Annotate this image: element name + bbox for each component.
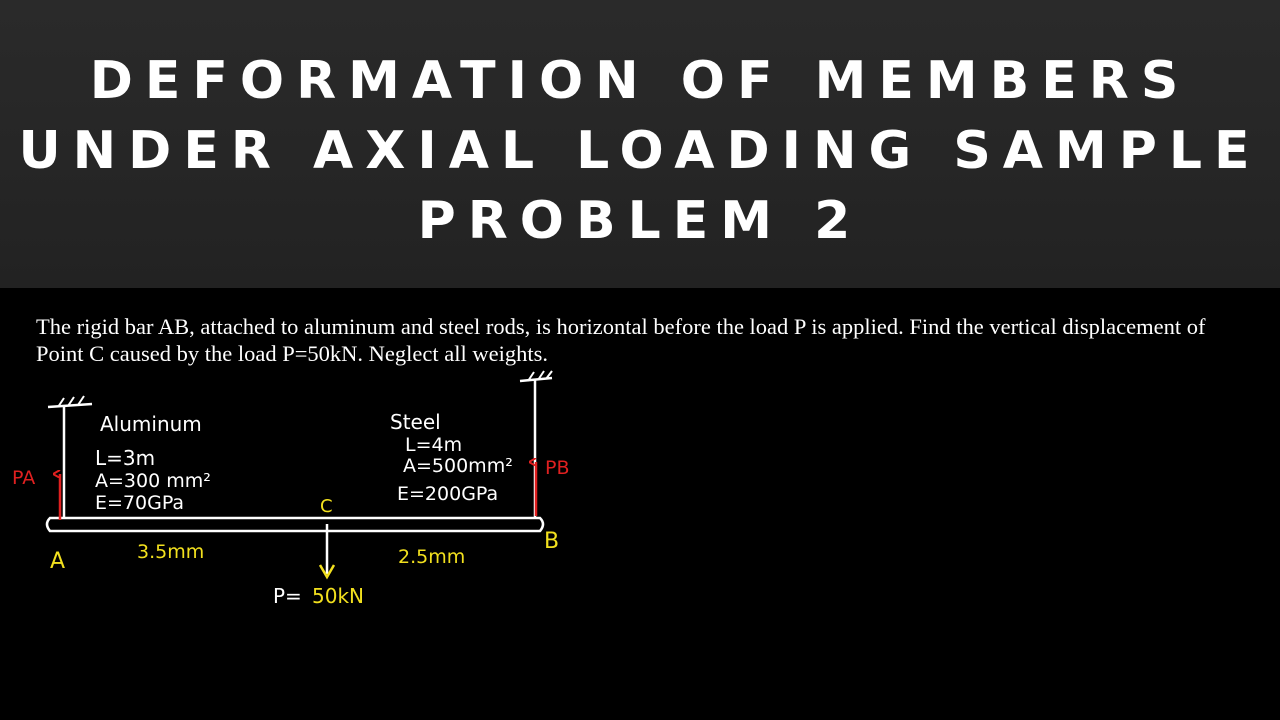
title-line-3: PROBLEM 2 [417, 191, 863, 251]
point-b-label: B [544, 529, 560, 554]
problem-statement: The rigid bar AB, attached to aluminum and steel rods, is horizontal before the load P is applied. Find the vertical displacement of Point C caused by the load P=50kN. Neglect all weights. [36, 314, 1206, 366]
point-c-label: C [320, 496, 333, 517]
aluminum-length: L=3m [95, 446, 156, 470]
title-line-2: UNDER AXIAL LOADING SAMPLE [18, 121, 1262, 181]
load-label-value: 50kN [312, 584, 364, 608]
rigid-bar [47, 518, 543, 531]
load-label-prefix: P= [273, 584, 302, 608]
reaction-label-b: PB [545, 457, 570, 479]
steel-length: L=4m [405, 434, 463, 456]
distance-cb: 2.5mm [398, 546, 466, 568]
aluminum-area: A=300 mm² [95, 470, 211, 492]
steel-area: A=500mm² [403, 455, 513, 477]
distance-ac: 3.5mm [137, 541, 205, 563]
aluminum-modulus: E=70GPa [95, 492, 185, 514]
reaction-label-a: PA [12, 467, 36, 489]
steel-label: Steel [390, 410, 441, 434]
aluminum-label: Aluminum [100, 412, 202, 436]
point-a-label: A [50, 549, 66, 574]
steel-modulus: E=200GPa [397, 483, 499, 505]
right-fixed-support [520, 371, 552, 381]
title-line-1: DEFORMATION OF MEMBERS [89, 51, 1191, 111]
left-fixed-support [48, 396, 92, 407]
